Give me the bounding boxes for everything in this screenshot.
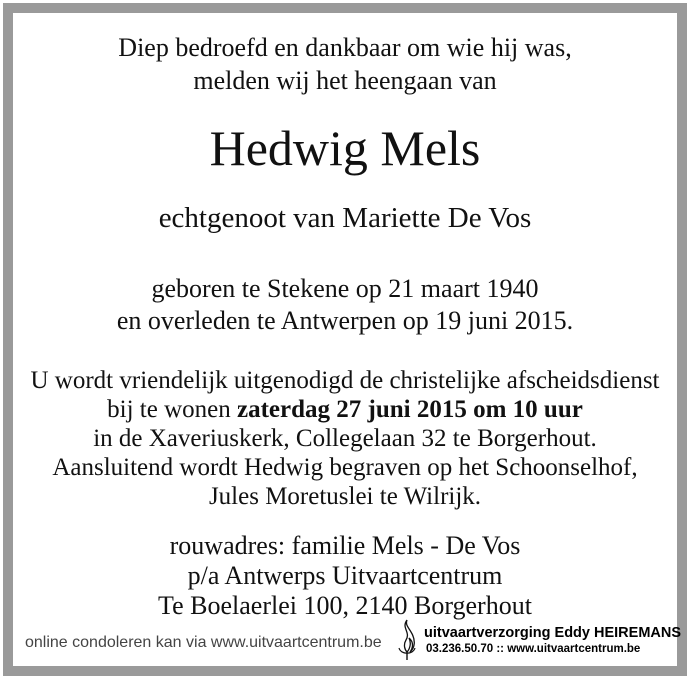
ceremony-line-5: Jules Moretuslei te Wilrijk.: [208, 483, 482, 510]
deceased-name: Hedwig Mels: [209, 120, 481, 176]
ceremony-line-2: [0, 395, 690, 424]
undertaker-block: [424, 624, 681, 657]
mourning-address-line-1: rouwadres: familie Mels - De Vos: [169, 531, 521, 560]
ceremony-line-4: Aansluitend wordt Hedwig begraven op het Schoonselhof,: [52, 454, 638, 481]
ceremony-line-1: U wordt vriendelijk uitgenodigd de christelijke afscheidsdienst: [30, 367, 660, 394]
undertaker-name: uitvaartverzorging Eddy HEIREMANS: [424, 625, 682, 641]
ceremony-line-3: in de Xaveriuskerk, Collegelaan 32 te Borgerhout.: [93, 425, 597, 452]
ceremony-line-2-prefix: bij te wonen: [107, 396, 237, 423]
death-line: en overleden te Antwerpen op 19 juni 2015.: [116, 306, 574, 335]
ceremony-date-time: zaterdag 27 juni 2015 om 10 uur: [237, 396, 583, 423]
spouse-line: echtgenoot van Mariette De Vos: [158, 202, 532, 234]
intro-line-2: melden wij het heengaan van: [193, 66, 497, 95]
mourning-address-line-2: p/a Antwerps Uitvaartcentrum: [187, 561, 503, 590]
birth-line: geboren te Stekene op 21 maart 1940: [151, 274, 539, 303]
intro-line-1: Diep bedroefd en dankbaar om wie hij was,: [118, 33, 572, 62]
undertaker-contact: 03.236.50.70 :: www.uitvaartcentrum.be: [426, 643, 641, 655]
mourning-address-line-3: Te Boelaerlei 100, 2140 Borgerhout: [158, 591, 532, 620]
flame-logo-icon: [395, 618, 419, 662]
condolence-link-text: online condoleren kan via www.uitvaartcentrum.be: [25, 634, 382, 651]
